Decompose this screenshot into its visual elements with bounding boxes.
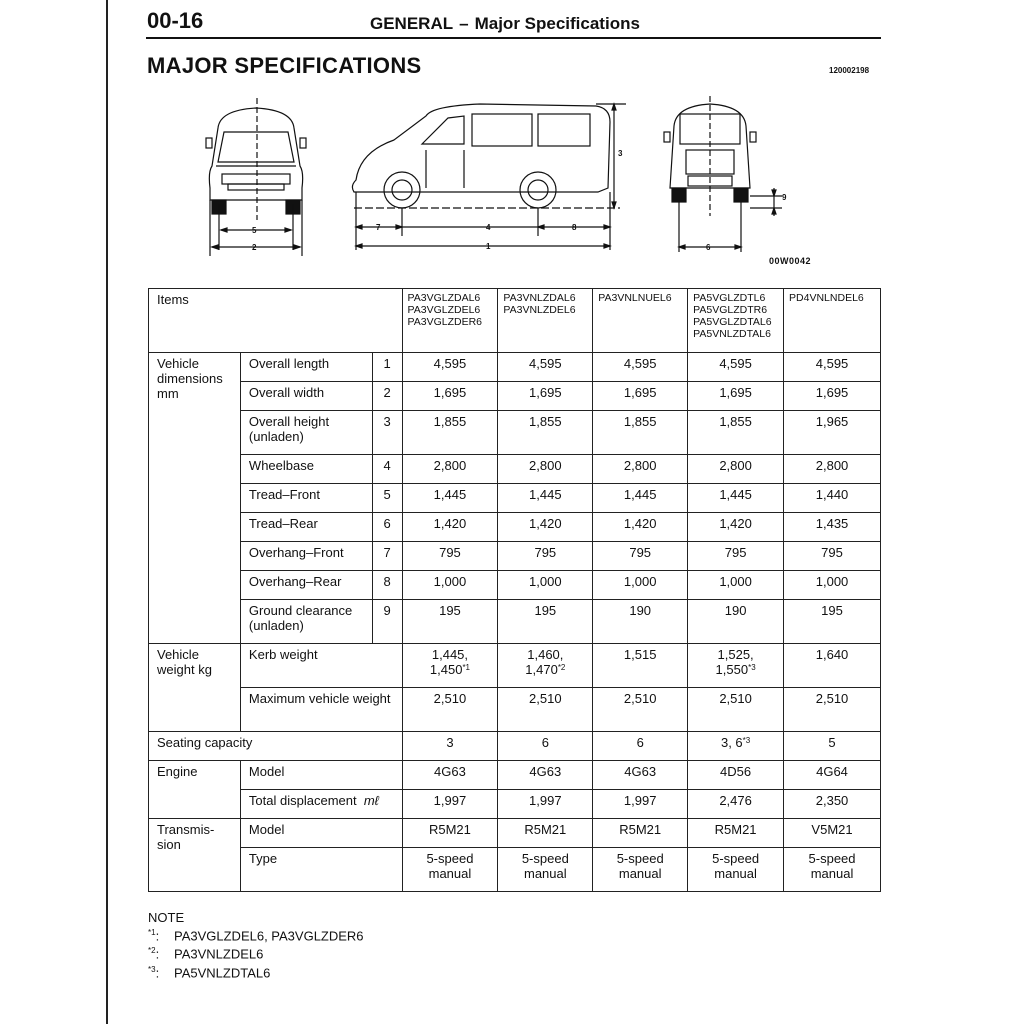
table-cell: 1,000 (402, 571, 498, 600)
table-cell: 3, 6$^{*3}$ (688, 732, 784, 761)
table-cell: 4,595 (402, 353, 498, 382)
table-cell: R5M21 (498, 819, 593, 848)
group-label-weight: Vehicle weight kg (149, 644, 241, 732)
table-row (149, 382, 881, 411)
table-cell: 1,420 (498, 513, 593, 542)
table-cell: 6 (593, 732, 688, 761)
table-cell: 1,445, 1,450$^{*1}$ (402, 644, 498, 688)
table-cell: 2,800 (688, 455, 784, 484)
row-ref-number: 7 (372, 542, 402, 571)
row-ref-number: 2 (372, 382, 402, 411)
table-row (149, 513, 881, 542)
group-label-seating: Seating capacity (149, 732, 403, 761)
table-cell: 1,445 (593, 484, 688, 513)
dim-label-2: 2 (252, 243, 257, 252)
row-item-label: Model (240, 819, 402, 848)
note-section (148, 910, 364, 980)
table-cell: 1,420 (688, 513, 784, 542)
table-cell: 2,800 (784, 455, 881, 484)
row-item-label: Kerb weight (240, 644, 402, 688)
table-cell: 2,800 (498, 455, 593, 484)
dim-label-9: 9 (782, 193, 787, 202)
table-cell: 1,440 (784, 484, 881, 513)
table-cell: 1,460, 1,470$^{*2}$ (498, 644, 593, 688)
table-cell: 1,997 (593, 790, 688, 819)
table-cell: 1,445 (688, 484, 784, 513)
table-cell: 4,595 (784, 353, 881, 382)
table-cell: 5-speed manual (784, 848, 881, 892)
table-cell: 1,855 (593, 411, 688, 455)
row-item-label: Wheelbase (240, 455, 372, 484)
header-section: GENERAL (370, 14, 454, 33)
model-column-header: PA3VNLNUEL6 (593, 289, 688, 353)
table-cell: V5M21 (784, 819, 881, 848)
header-subsection: Major Specifications (474, 14, 640, 33)
table-cell: 1,997 (402, 790, 498, 819)
table-cell: 5-speed manual (688, 848, 784, 892)
table-cell: 2,800 (402, 455, 498, 484)
table-cell: 2,510 (688, 688, 784, 732)
table-cell: 3 (402, 732, 498, 761)
table-cell: R5M21 (593, 819, 688, 848)
table-cell: 1,515 (593, 644, 688, 688)
row-item-label: Overall height (unladen) (240, 411, 372, 455)
row-item-label: Overall width (240, 382, 372, 411)
table-cell: 1,695 (593, 382, 688, 411)
rear-view-drawing (664, 96, 782, 252)
table-cell: 2,350 (784, 790, 881, 819)
table-cell: 1,695 (688, 382, 784, 411)
table-cell: 6 (498, 732, 593, 761)
table-cell: 4D56 (688, 761, 784, 790)
row-item-label: Type (240, 848, 402, 892)
dim-label-6: 6 (706, 243, 711, 252)
note-item: $^{*3}$: PA5VNLZDTAL6 (148, 964, 271, 980)
table-cell: 795 (402, 542, 498, 571)
row-item-label: Tread–Rear (240, 513, 372, 542)
table-cell: 1,695 (498, 382, 593, 411)
page-header (370, 14, 640, 34)
group-label-transmission: Transmis- sion (149, 819, 241, 892)
group-label-dimensions: Vehicle dimensions mm (149, 353, 241, 644)
page-binding-line (106, 0, 108, 1024)
group-label-engine: Engine (149, 761, 241, 819)
table-cell: 1,000 (688, 571, 784, 600)
table-cell: 2,800 (593, 455, 688, 484)
row-ref-number: 5 (372, 484, 402, 513)
table-cell: 4G63 (498, 761, 593, 790)
table-row (149, 484, 881, 513)
note-item: $^{*1}$: PA3VGLZDEL6, PA3VGLZDER6 (148, 928, 364, 944)
dim-label-7: 7 (376, 223, 381, 232)
table-cell: 4G63 (402, 761, 498, 790)
model-column-header: PA3VGLZDAL6 PA3VGLZDEL6 PA3VGLZDER6 (402, 289, 498, 353)
table-cell: 1,000 (498, 571, 593, 600)
row-item-label: Tread–Front (240, 484, 372, 513)
table-row (149, 732, 881, 761)
table-row (149, 600, 881, 644)
table-cell: 1,445 (498, 484, 593, 513)
table-row (149, 761, 881, 790)
table-cell: 1,420 (402, 513, 498, 542)
row-item-label: Overall length (240, 353, 372, 382)
table-row (149, 542, 881, 571)
row-item-label: Overhang–Front (240, 542, 372, 571)
header-separator: – (459, 14, 469, 33)
table-cell: 795 (593, 542, 688, 571)
table-cell: 5-speed manual (402, 848, 498, 892)
table-cell: R5M21 (402, 819, 498, 848)
row-ref-number: 9 (372, 600, 402, 644)
table-cell: 1,445 (402, 484, 498, 513)
table-cell: 1,965 (784, 411, 881, 455)
dim-label-1: 1 (486, 242, 491, 251)
row-item-label: Overhang–Rear (240, 571, 372, 600)
row-ref-number: 6 (372, 513, 402, 542)
table-row (149, 353, 881, 382)
row-item-label: Ground clearance (unladen) (240, 600, 372, 644)
table-cell: 1,640 (784, 644, 881, 688)
row-item-label: Total displacement mℓ (240, 790, 402, 819)
table-row (149, 571, 881, 600)
table-row (149, 688, 881, 732)
table-cell: 190 (688, 600, 784, 644)
header-rule (146, 37, 881, 39)
table-cell: 1,855 (688, 411, 784, 455)
table-cell: 190 (593, 600, 688, 644)
page-number: 00-16 (147, 8, 204, 33)
figure-code: 00W0042 (769, 256, 812, 266)
row-ref-number: 8 (372, 571, 402, 600)
table-cell: 1,855 (402, 411, 498, 455)
dim-label-5: 5 (252, 226, 257, 235)
vehicle-dimension-figure (190, 96, 830, 266)
table-cell: 5-speed manual (593, 848, 688, 892)
dim-label-8: 8 (572, 223, 577, 232)
items-header: Items (149, 289, 403, 353)
row-item-label: Model (240, 761, 402, 790)
table-cell: 4G64 (784, 761, 881, 790)
table-cell: 195 (498, 600, 593, 644)
table-cell: 4,595 (688, 353, 784, 382)
table-cell: 2,476 (688, 790, 784, 819)
table-cell: 1,695 (402, 382, 498, 411)
row-ref-number: 4 (372, 455, 402, 484)
table-cell: 2,510 (593, 688, 688, 732)
note-item: $^{*2}$: PA3VNLZDEL6 (148, 946, 264, 962)
dim-label-4: 4 (486, 223, 491, 232)
table-cell: 4G63 (593, 761, 688, 790)
table-cell: 1,525, 1,550$^{*3}$ (688, 644, 784, 688)
table-row (149, 819, 881, 848)
table-cell: 1,855 (498, 411, 593, 455)
table-cell: 1,997 (498, 790, 593, 819)
table-row (149, 455, 881, 484)
table-cell: 2,510 (498, 688, 593, 732)
table-header-row (149, 289, 881, 353)
model-column-header: PA5VGLZDTL6 PA5VGLZDTR6 PA5VGLZDTAL6 PA5VNLZDTAL6 (688, 289, 784, 353)
table-row (149, 848, 881, 892)
table-cell: 5-speed manual (498, 848, 593, 892)
table-cell: 795 (498, 542, 593, 571)
note-heading: NOTE (148, 910, 185, 925)
table-cell: 795 (784, 542, 881, 571)
row-ref-number: 3 (372, 411, 402, 455)
table-cell: 2,510 (784, 688, 881, 732)
table-cell: 195 (784, 600, 881, 644)
table-cell: 1,435 (784, 513, 881, 542)
page-title: MAJOR SPECIFICATIONS (147, 53, 422, 78)
document-id: 120002198 (829, 66, 870, 75)
table-cell: R5M21 (688, 819, 784, 848)
specifications-table (148, 288, 881, 892)
table-cell: 4,595 (498, 353, 593, 382)
table-cell: 1,695 (784, 382, 881, 411)
table-cell: 1,420 (593, 513, 688, 542)
table-cell: 4,595 (593, 353, 688, 382)
table-cell: 1,000 (784, 571, 881, 600)
table-cell: 1,000 (593, 571, 688, 600)
table-cell: 795 (688, 542, 784, 571)
table-cell: 5 (784, 732, 881, 761)
row-item-label: Maximum vehicle weight (240, 688, 402, 732)
table-row (149, 411, 881, 455)
table-cell: 2,510 (402, 688, 498, 732)
table-row (149, 790, 881, 819)
row-ref-number: 1 (372, 353, 402, 382)
table-row (149, 644, 881, 688)
table-cell: 195 (402, 600, 498, 644)
dim-label-3: 3 (618, 149, 623, 158)
model-column-header: PA3VNLZDAL6 PA3VNLZDEL6 (498, 289, 593, 353)
model-column-header: PD4VNLNDEL6 (784, 289, 881, 353)
